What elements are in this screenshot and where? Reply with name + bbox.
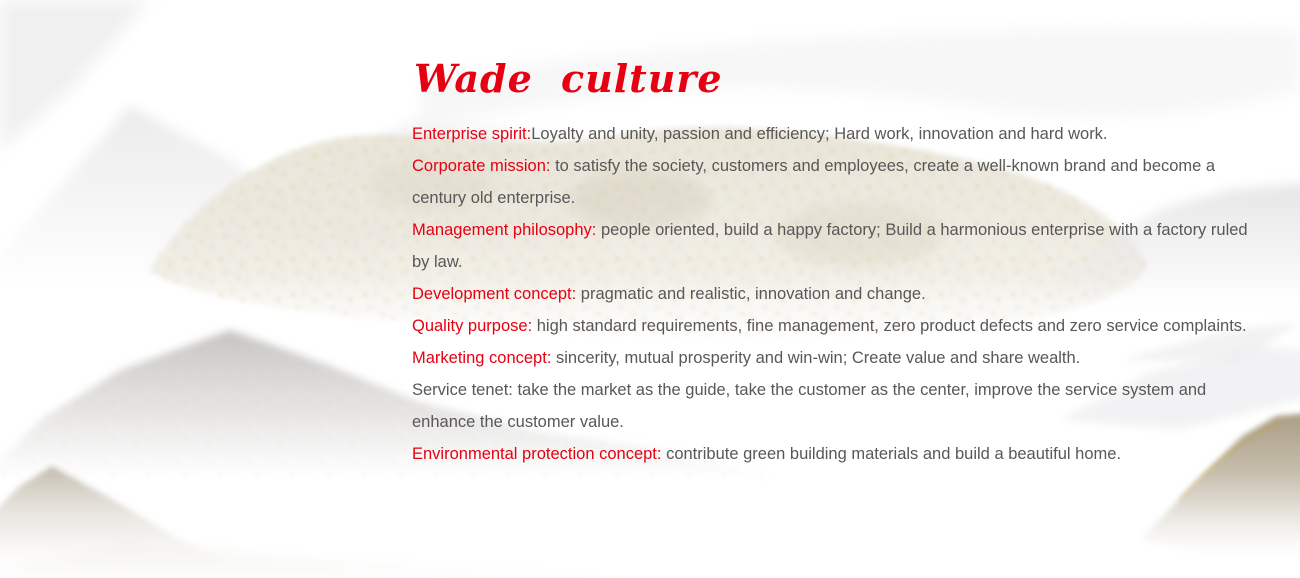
culture-content [412,56,1260,470]
culture-item [412,374,1260,438]
culture-item-text: people oriented, build a happy factory; Build a harmonious enterprise with a factory ruled by law. [412,220,1248,271]
culture-item-label: Corporate mission: [412,156,551,175]
culture-item-label: Enterprise spirit: [412,124,532,143]
culture-item [412,438,1260,470]
culture-item-text: high standard requirements, fine management, zero product defects and zero service complaints. [532,316,1247,335]
culture-item-label: Quality purpose: [412,316,533,335]
culture-item [412,342,1260,374]
culture-item-label: Environmental protection concept: [412,444,662,463]
culture-item-text: contribute green building materials and build a beautiful home. [661,444,1122,463]
culture-item-label: Service tenet: [412,380,513,399]
culture-item [412,214,1260,278]
culture-item [412,278,1260,310]
culture-item [412,150,1260,214]
page-title: Wade culture [414,56,723,101]
culture-item-text: Loyalty and unity, passion and efficiency; Hard work, innovation and hard work. [531,124,1108,143]
culture-item-text: take the market as the guide, take the customer as the center, improve the service system and enhance the customer value. [412,380,1207,431]
culture-item-label: Management philosophy: [412,220,597,239]
culture-item-label: Marketing concept: [412,348,552,367]
culture-item-text: sincerity, mutual prosperity and win-win; Create value and share wealth. [551,348,1081,367]
culture-list [412,118,1260,470]
culture-item-text: pragmatic and realistic, innovation and change. [576,284,926,303]
culture-item [412,310,1260,342]
culture-item-text: to satisfy the society, customers and employees, create a well-known brand and become a century old enterprise. [412,156,1216,207]
culture-item [412,118,1260,150]
culture-item-label: Development concept: [412,284,577,303]
